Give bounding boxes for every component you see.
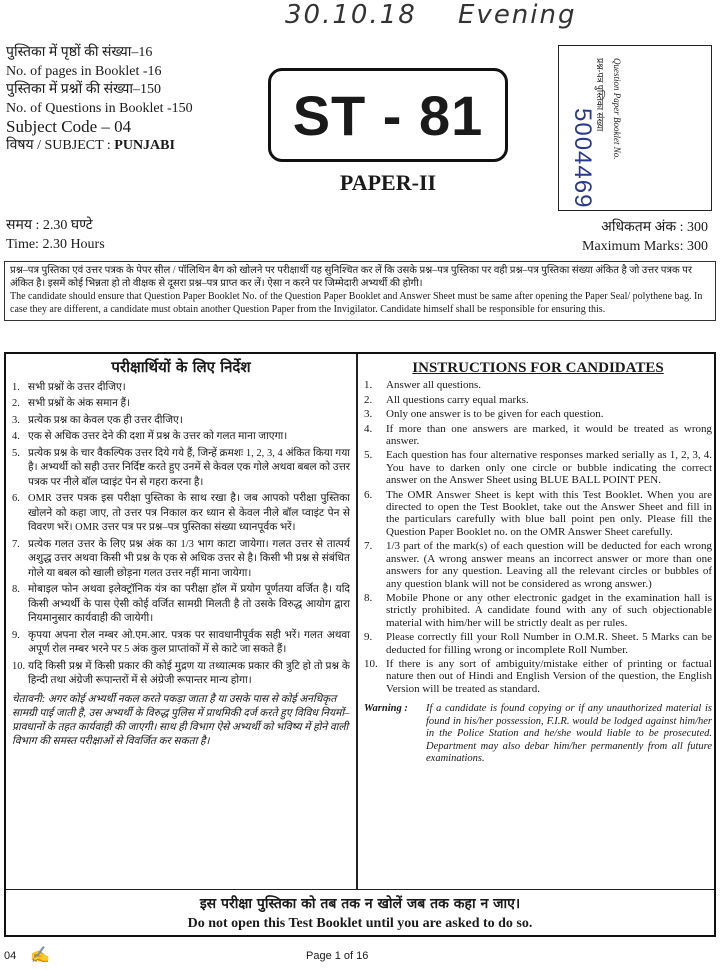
instructions-hindi [12, 360, 350, 749]
instruction-hi-item-number: 3. [12, 414, 20, 426]
instruction-en-item-text: The OMR Answer Sheet is kept with this Test Booklet. When you are directed to open the Test Booklet, take out the Answer Sheet and fill in the particulars carefully with blue ball point pen only. Please fill the Question Paper Booklet no. on the OMR Answer Sheet carefully. [386, 488, 712, 538]
caution-en: The candidate should ensure that Question Paper Booklet No. of the Question Paper Booklet and Answer Sheet must be same after opening the Paper Seal/ polythene bag. In case they are different, a candidate must obtain another Question Paper from the Invigilator. Candidate himself shall be responsible for ensuring this. [10, 291, 703, 315]
instruction-en-item-number: 10. [364, 657, 378, 670]
handwritten-session: Evening [458, 0, 577, 30]
instruction-en-item [364, 449, 712, 486]
instruction-en-item [364, 658, 712, 695]
instruction-en-item-text: Answer all questions. [386, 379, 482, 392]
instruction-en-item [364, 408, 712, 420]
instruction-hi-item-number: 10. [12, 660, 26, 672]
instruction-en-item [364, 540, 712, 590]
instruction-en-item [364, 423, 712, 448]
notice-hi: इस परीक्षा पुस्तिका को तब तक न खोलें जब तक कहा न जाए। [199, 896, 521, 912]
subject-code: Subject Code – 04 [6, 117, 132, 136]
instructions-panel [4, 352, 716, 937]
instruction-hi-item-number: 4. [12, 431, 20, 442]
do-not-open-notice [6, 889, 714, 932]
page-number: Page 1 of 16 [306, 950, 369, 962]
instruction-en-item-text: Mobile Phone or any other electronic gadget in the examination hall is strictly prohibited. A candidate found with any of such objectionable material with him/her will be strictly dealt as per rules. [386, 591, 712, 629]
instruction-en-item-number: 7. [364, 540, 373, 553]
time-block [6, 216, 105, 254]
instruction-hi-item [12, 430, 350, 445]
pages-en: No. of pages in Booklet -16 [6, 63, 162, 79]
instruction-hi-item-text: सभी प्रश्नों के उत्तर दीजिए। [28, 381, 126, 393]
instruction-en-item-number: 9. [364, 631, 373, 644]
instruction-en-item-text: 1/3 part of the mark(s) of each question will be deducted for each wrong answer. (A wrong answer means an incorrect answer or more than one answers for any question. Leaving all the relevant circles or bubbles of any question blank will not be considered as wrong answer.) [386, 540, 712, 590]
instruction-en-item-number: 8. [364, 591, 373, 604]
subject-line [6, 137, 256, 156]
notice-en: Do not open this Test Booklet until you are asked to do so. [187, 916, 533, 931]
instruction-hi-item-number: 5. [12, 447, 20, 459]
instruction-hi-item-number: 1. [12, 381, 20, 393]
warning-hi: चेतावनी: अगर कोई अभ्यर्थी नकल करते पकड़ा जाता है या उसके पास से कोई अनधिकृत सामग्री पाई जाती है, उस अभ्यर्थी के विरुद्ध पुलिस में प्राथमिकी दर्ज करते हुए विविध नियमों–प्रावधानों के तहत कार्यवाही की जाएगी। साथ ही विभाग ऐसे अभ्यर्थी को भविष्य में होने वाली विभाग की समस्त परीक्षाओं से विवर्जित कर सकता है। [12, 693, 350, 747]
column-divider [356, 354, 358, 889]
instruction-en-item [364, 489, 712, 539]
instruction-en-item-text: Each question has four alternative responses marked serially as 1, 2, 3, 4. You have to darken only one circle or bubble indicating the correct answer on the Answer Sheet using BLUE BALL POINT PEN. [386, 449, 712, 487]
paper-code: ST - 81 [268, 68, 508, 162]
instruction-hi-item-text: प्रत्येक प्रश्न के चार वैकल्पिक उत्तर दिये गये हैं, जिन्हें क्रमशः 1, 2, 3, 4 अंकित किया गया है। अभ्यर्थी को सही उत्तर निर्दिष्ट करते हुए उनमें से केवल एक गोले अथवा बबल को उत्तर पत्रक पर नीले बॉल प्वाइंट पेन से गहरा करना है। [28, 447, 350, 488]
booklet-label-en: Question Paper Booklet No. [612, 58, 622, 160]
booklet-meta [6, 44, 256, 155]
marks-hi: अधिकतम अंक : 300 [601, 220, 708, 235]
instruction-hi-item-text: सभी प्रश्नों के अंक समान हैं। [28, 398, 131, 409]
instruction-hi-item [12, 381, 350, 396]
questions-en: No. of Questions in Booklet -150 [6, 100, 193, 116]
warning-text: If a candidate is found copying or if any unauthorized material is found in his/her possession, F.I.R. would be lodged against him/her in the Police Station and he/she would liable to be prosecuted. Department may also debar him/her permanently from all future examinations. [426, 703, 712, 765]
time-hi: समय : 2.30 घण्टे [6, 218, 93, 233]
subject-name: PUNJABI [114, 137, 175, 153]
instruction-en-item-text: Please correctly fill your Roll Number in O.M.R. Sheet. 5 Marks can be deducted for filling wrong or incomplete Roll Number. [386, 631, 712, 656]
marks-block [582, 218, 708, 256]
instructions-hi-list [12, 381, 350, 689]
caution-hi: प्रश्न–पत्र पुस्तिका एवं उत्तर पत्रक के पेपर सील / पॉलिथिन बैग को खोलने पर परीक्षार्थी यह सुनिश्चित कर लें कि उसके प्रश्न–पत्र पुस्तिका पर वही प्रश्न–पत्र पुस्तिका संख्या अंकित है जो उत्तर पत्रक पर अंकित है। इसमें कोई भिन्नता हो तो वीक्षक से दूसरा प्रश्न–पत्र प्राप्त कर लें। ऐसा न करने पर जिम्मेदारी अभ्यर्थी की होगी। [10, 265, 692, 289]
booklet-number: 5004469 [569, 108, 596, 209]
instruction-hi-item-text: प्रत्येक गलत उत्तर के लिए प्रश्न अंक का 1/3 भाग काटा जायेगा। गलत उत्तर से तात्पर्य अशुद्ध उत्तर अथवा किसी भी प्रश्न के एक से अधिक उत्तर से है। किसी भी प्रश्न से संबंधित गोले या बबल को खाली छोड़ना गलत उत्तर नहीं माना जायेगा। [28, 538, 350, 579]
instruction-hi-item [12, 538, 350, 582]
warning-en [364, 703, 712, 766]
instruction-en-item [364, 379, 712, 391]
instruction-hi-item-number: 7. [12, 538, 20, 550]
instruction-hi-item [12, 397, 350, 412]
instructions-en-list [364, 379, 712, 695]
subject-label: विषय / SUBJECT : [6, 137, 115, 153]
instruction-hi-item-text: प्रत्येक प्रश्न का केवल एक ही उत्तर दीजिए। [28, 414, 183, 426]
instruction-en-item-text: All questions carry equal marks. [386, 393, 529, 406]
time-en: Time: 2.30 Hours [6, 237, 105, 252]
instruction-hi-item-number: 8. [12, 584, 20, 595]
instruction-hi-item [12, 660, 350, 689]
paper-title: PAPER-II [339, 170, 437, 195]
instruction-hi-item-number: 6. [12, 493, 20, 504]
instruction-en-item-text: If there is any sort of ambiguity/mistake either of printing or factual nature then out of Hindi and English Version of the question, the English Version will be treated as standard. [386, 657, 712, 695]
instruction-en-item-number: 5. [364, 449, 373, 462]
warning-label: Warning : [364, 703, 408, 715]
footer-logo-icon: ✍ [30, 947, 50, 964]
caution-box [4, 261, 716, 321]
footer-subject-code: 04 [4, 950, 17, 962]
instruction-hi-item-number: 9. [12, 629, 20, 641]
instructions-english [364, 362, 712, 766]
instruction-hi-item-text: एक से अधिक उत्तर देने की दशा में प्रश्न के उत्तर को गलत माना जाएगा। [28, 431, 288, 442]
instruction-en-item [364, 592, 712, 629]
questions-hi: पुस्तिका में प्रश्नों की संख्या–150 [6, 82, 162, 97]
instruction-hi-item-text: कृपया अपना रोल नम्बर ओ.एम.आर. पत्रक पर सावधानीपूर्वक सही भरें। गलत अथवा अपूर्ण रोल नम्बर भरने पर 5 अंक कुल प्राप्तांकों में से काटे जा सकते हैं। [28, 629, 350, 655]
handwritten-date: 30.10.18 [285, 0, 417, 30]
instruction-hi-item [12, 583, 350, 627]
instruction-hi-item [12, 492, 350, 536]
booklet-label-hi: प्रश्न-पत्र पुस्तिका संख्या [595, 58, 605, 132]
instructions-en-heading: INSTRUCTIONS FOR CANDIDATES [412, 360, 664, 376]
instruction-hi-item [12, 414, 350, 429]
instruction-en-item-number: 1. [364, 379, 373, 392]
instruction-hi-item [12, 629, 350, 658]
instruction-hi-item [12, 447, 350, 491]
instruction-hi-item-text: मोबाइल फोन अथवा इलेक्ट्रॉनिक यंत्र का परीक्षा हॉल में प्रयोग पूर्णतया वर्जित है। यदि किसी अभ्यर्थी के पास ऐसी कोई वर्जित सामग्री मिलती है तो उसके विरुद्ध आयोग द्वारा नियमानुसार कार्यवाही की जायेगी। [28, 584, 350, 624]
instruction-en-item-number: 2. [364, 393, 373, 406]
instruction-hi-item-text: OMR उत्तर पत्रक इस परीक्षा पुस्तिका के साथ रखा है। जब आपको परीक्षा पुस्तिका खोलने को कहा जाए, तो उत्तर पत्र निकाल कर ध्यान से केवल नीले बॉल प्वाइंट पेन से विवरण भरें। OMR उत्तर पत्र पर प्रश्न–पत्र पुस्तिका संख्या ध्यानपूर्वक भरें। [28, 493, 350, 533]
instruction-en-item [364, 631, 712, 656]
instruction-en-item-number: 4. [364, 422, 373, 435]
instructions-hi-heading: परीक्षार्थियों के लिए निर्देश [111, 358, 251, 376]
instruction-en-item-number: 6. [364, 488, 373, 501]
instruction-en-item [364, 394, 712, 406]
instruction-hi-item-text: यदि किसी प्रश्न में किसी प्रकार की कोई मुद्रण या तथ्यात्मक प्रकार की त्रुटि हो तो प्रश्न के हिन्दी तथा अंग्रेजी रूपान्तरों में से अंग्रेजी रूपान्तर मान्य होगा। [28, 660, 350, 686]
instruction-en-item-text: Only one answer is to be given for each question. [386, 408, 604, 421]
instruction-en-item-number: 3. [364, 408, 373, 421]
instruction-hi-item-number: 2. [12, 398, 20, 409]
pages-hi: पुस्तिका में पृष्ठों की संख्या–16 [6, 45, 153, 60]
marks-en: Maximum Marks: 300 [582, 239, 708, 254]
instruction-en-item-text: If more than one answers are marked, it would be treated as wrong answer. [386, 422, 712, 448]
